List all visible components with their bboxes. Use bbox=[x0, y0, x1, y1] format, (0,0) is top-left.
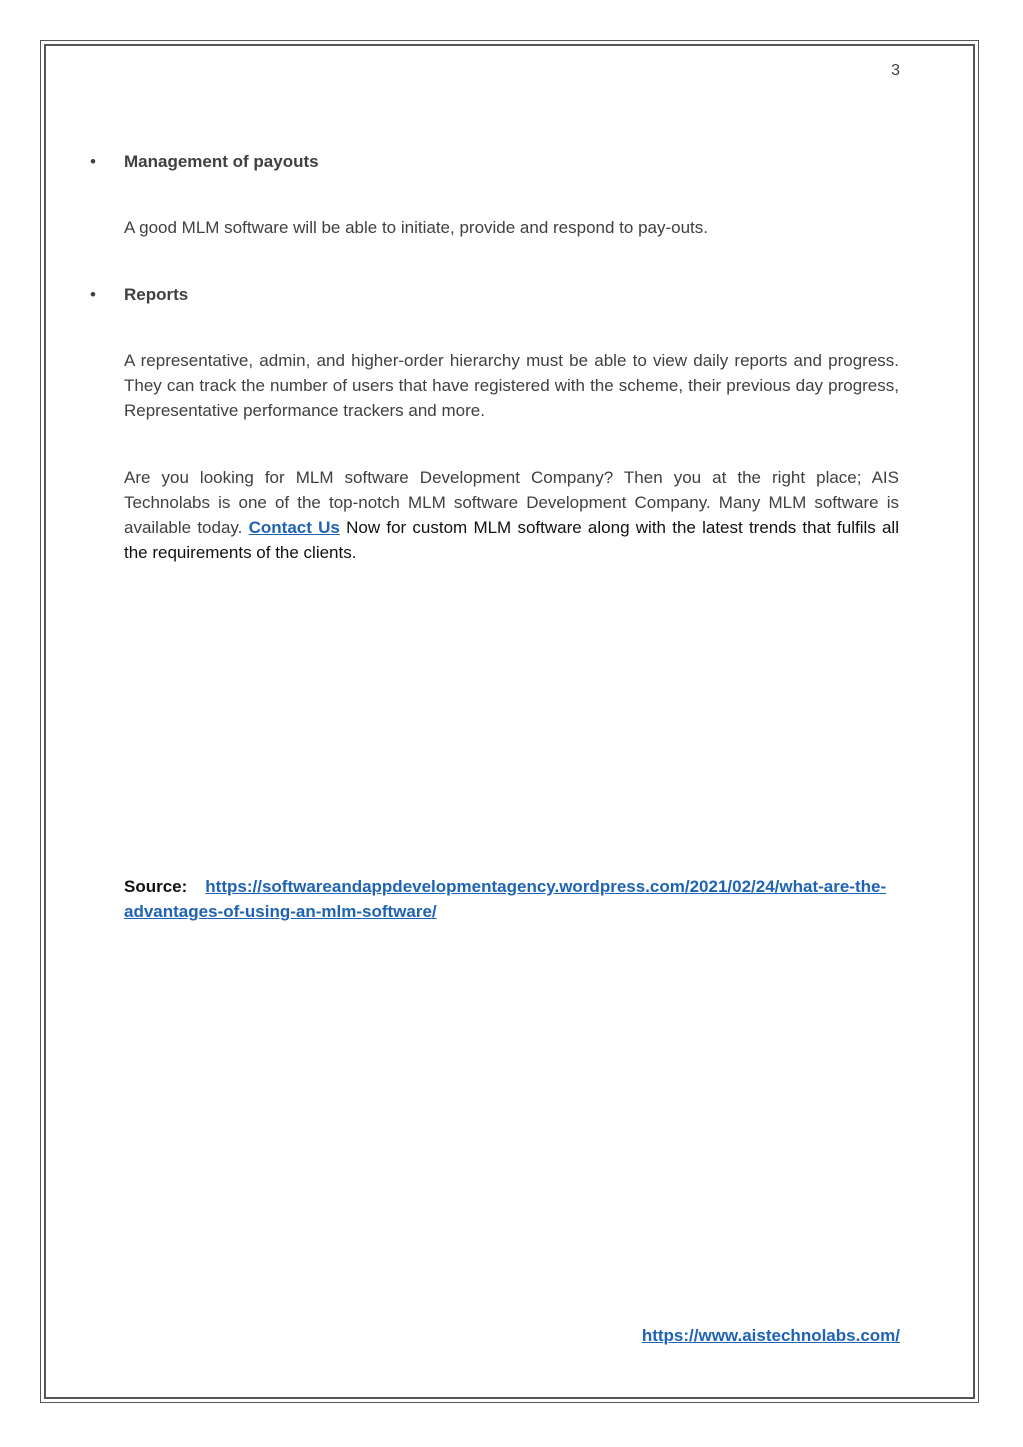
bullet-body bbox=[124, 348, 899, 423]
footer-website-link[interactable]: https://www.aistechnolabs.com/ bbox=[641, 1326, 900, 1345]
closing-text-before: Are you looking for MLM software Development Company? Then you at the right place; AIS Technolabs is one of the top-notch MLM software Development Company. Many MLM software is available today. bbox=[124, 468, 899, 537]
paragraph-closing bbox=[124, 465, 899, 565]
paragraph-payouts: A good MLM software will be able to initiate, provide and respond to pay-outs. bbox=[124, 218, 709, 237]
bullet-heading: Reports bbox=[124, 285, 189, 304]
source-label: Source: bbox=[124, 877, 188, 896]
paragraph-reports: A representative, admin, and higher-order hierarchy must be able to view daily reports and progress. They can track the number of users that have registered with the scheme, their previous day progress, Representative performance trackers and more. bbox=[124, 351, 899, 420]
bullet-body bbox=[124, 215, 899, 240]
page-border-inner bbox=[44, 44, 975, 1399]
bullet-icon: • bbox=[90, 152, 96, 171]
source-link[interactable]: https://softwareandappdevelopmentagency.wordpress.com/2021/02/24/what-are-the-advantages-of-using-an-mlm-software/ bbox=[124, 877, 887, 921]
contact-us-link[interactable]: Contact Us bbox=[248, 518, 340, 537]
footer bbox=[560, 1323, 900, 1348]
bullet-heading: Management of payouts bbox=[124, 152, 319, 171]
page-number: 3 bbox=[891, 62, 900, 79]
closing-block bbox=[124, 465, 899, 565]
closing-text-after: Now for custom MLM software along with the latest trends that fulfils all the requirements of the clients. bbox=[124, 518, 899, 562]
bullet-icon: • bbox=[90, 285, 96, 304]
source-block bbox=[124, 874, 900, 924]
